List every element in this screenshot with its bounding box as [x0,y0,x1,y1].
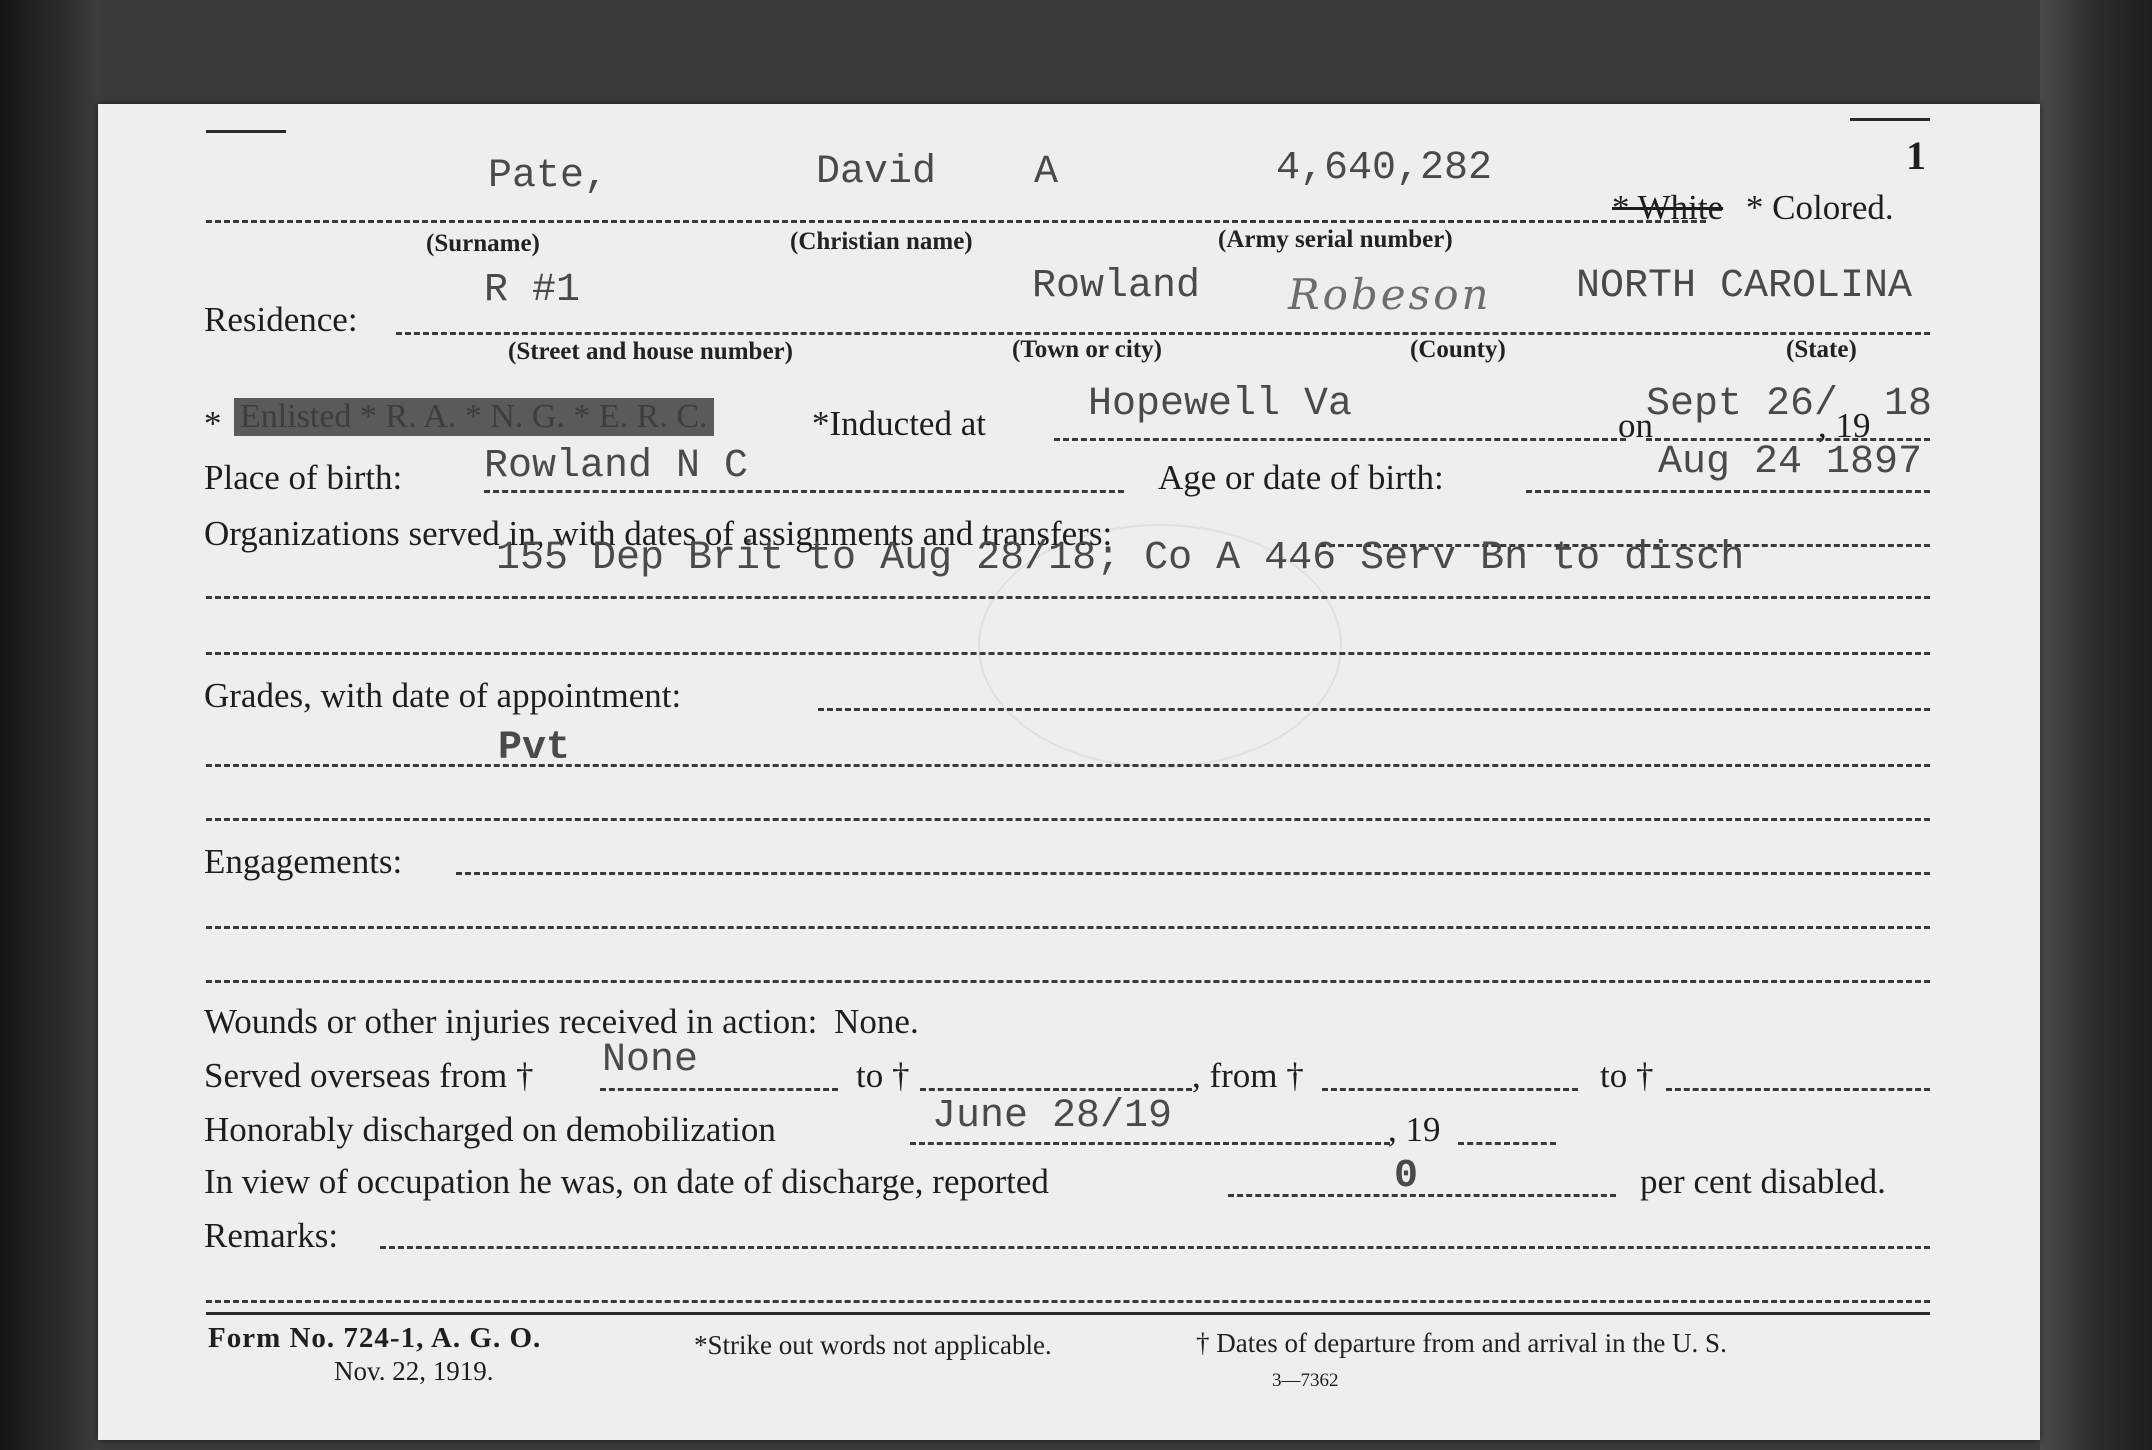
form-date: Nov. 22, 1919. [334,1356,494,1386]
christian-name-value: David [816,150,937,195]
top-right-rule [1850,118,1930,121]
grades-line-1 [818,708,1930,711]
residence-town-value: Rowland [1032,264,1201,309]
organizations-value: 155 Dep Brit to Aug 28/18; Co A 446 Serv Bn to disch [496,536,1745,581]
disability-suffix: per cent disabled. [1640,1162,1886,1201]
organizations-line-2 [206,596,1930,599]
place-of-birth-label: Place of birth: [204,458,403,497]
residence-county-value: Robeson [1288,270,1492,319]
overseas-label: Served overseas from † [204,1056,534,1095]
discharge-year-line [1458,1142,1556,1145]
place-of-birth-value: Rowland N C [484,444,749,489]
top-left-rule [206,130,286,133]
wounds-row [204,1002,919,1042]
street-caption: (Street and house number) [508,338,793,365]
scanner-background-left [0,0,100,1450]
residence-state-value: NORTH CAROLINA [1576,264,1913,309]
remarks-line-2 [206,1300,1930,1303]
grades-line-3 [206,818,1930,821]
remarks-line-1 [380,1246,1930,1249]
enlisted-asterisk: * [204,404,222,443]
overseas-from-value: None [602,1038,699,1083]
engagements-label: Engagements: [204,842,403,881]
overseas-to2-label: to † [1600,1056,1654,1095]
residence-line [396,332,1930,335]
age-label: Age or date of birth: [1158,458,1444,497]
discharge-date-line [910,1142,1390,1145]
birth-date-line [1526,490,1930,493]
remarks-label: Remarks: [204,1216,339,1255]
residence-street-value: R #1 [484,268,581,313]
discharge-year-prefix: , 19 [1388,1110,1441,1149]
disability-label: In view of occupation he was, on date of discharge, reported [204,1162,1049,1201]
form-number: Form No. 724-1, A. G. O. [208,1322,542,1354]
christian-name-caption: (Christian name) [790,228,973,255]
service-record-card [98,104,2040,1440]
surname-value: Pate, [488,154,609,199]
grades-line-2 [206,764,1930,767]
disability-line [1228,1194,1616,1197]
initial-value: A [1034,150,1059,195]
place-of-birth-line [484,490,1124,493]
induction-year-value: 18 [1884,382,1933,427]
on-label: on [1618,406,1653,445]
grade-value: Pvt [498,726,571,771]
induction-year-prefix: , 19 [1818,406,1871,445]
overseas-from-line [600,1088,838,1091]
county-caption: (County) [1410,336,1506,363]
scanner-background-right [2040,0,2152,1450]
overseas-to-label: to † [856,1056,910,1095]
surname-caption: (Surname) [426,230,540,257]
grades-label: Grades, with date of appointment: [204,676,682,715]
overseas-from2-line [1322,1088,1578,1091]
wounds-value: None. [834,1002,919,1041]
inducted-line [1054,438,1626,441]
disability-value: 0 [1394,1154,1419,1199]
serial-caption: (Army serial number) [1218,226,1453,253]
organizations-line-3 [206,652,1930,655]
inducted-place-value: Hopewell Va [1088,382,1353,427]
name-line [206,220,1706,223]
organizations-label: Organizations served in, with dates of assignments and transfers: [204,514,1113,553]
struck-enlistment-options: Enlisted * R. A. * N. G. * E. R. C. [234,398,714,436]
race-white: * White [1612,188,1724,227]
race-options [1612,188,1894,228]
race-colored: * Colored. [1745,188,1894,227]
card-number: 1 [1906,133,1926,178]
serial-number-value: 4,640,282 [1276,146,1493,191]
engagements-line-1 [456,872,1930,875]
engagements-line-2 [206,926,1930,929]
strike-note: *Strike out words not applicable. [694,1330,1052,1360]
print-code: 3—7362 [1272,1370,1339,1391]
discharge-label: Honorably discharged on demobilization [204,1110,776,1149]
town-caption: (Town or city) [1012,336,1162,363]
discharge-date-value: June 28/19 [932,1094,1173,1139]
engagements-line-3 [206,980,1930,983]
overseas-from2-label: , from † [1192,1056,1304,1095]
birth-date-value: Aug 24 1897 [1658,440,1923,485]
footer-rule [206,1312,1930,1315]
dates-note: † Dates of departure from and arrival in the U. S. [1196,1328,1727,1358]
residence-label: Residence: [204,300,358,339]
inducted-label: *Inducted at [812,404,986,443]
overseas-to2-line [1666,1088,1930,1091]
state-caption: (State) [1786,336,1857,363]
induction-date-value: Sept 26/ [1646,382,1839,427]
overseas-to-line [920,1088,1192,1091]
wounds-label: Wounds or other injuries received in action: [204,1002,818,1041]
